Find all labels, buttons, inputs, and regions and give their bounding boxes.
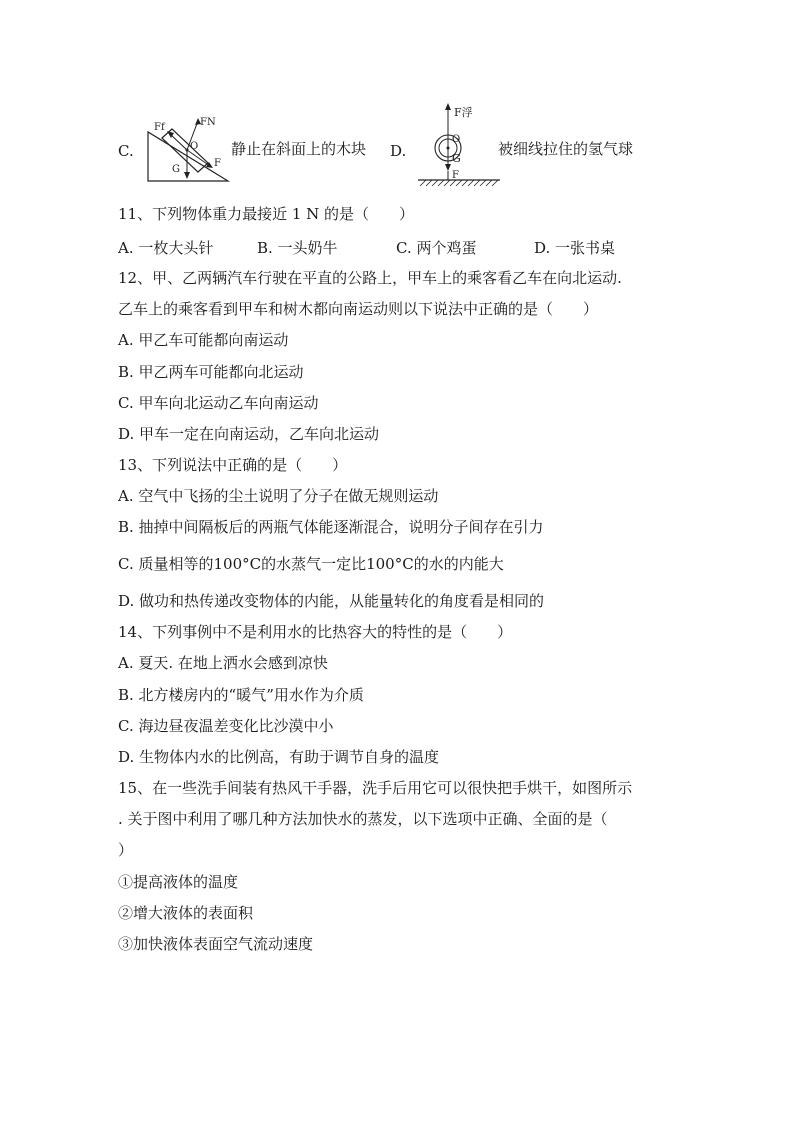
g-arrowhead bbox=[184, 172, 190, 179]
option-c-caption: 静止在斜面上的木块 bbox=[231, 140, 367, 158]
q13-option-a: A. 空气中飞扬的尘土说明了分子在做无规则运动 bbox=[118, 487, 439, 505]
ff-label: Ff bbox=[154, 122, 165, 133]
q12-stem-line2: 乙车上的乘客看到甲车和树木都向南运动则以下说法中正确的是（ ） bbox=[118, 300, 599, 318]
q14-option-d: D. 生物体内水的比例高，有助于调节自身的温度 bbox=[118, 748, 440, 766]
q15-stem-line2: . 关于图中利用了哪几种方法加快水的蒸发，以下选项中正确、全面的是（ bbox=[118, 810, 608, 828]
f-label: F bbox=[452, 170, 459, 181]
q13-stem: 13、下列说法中正确的是（ ） bbox=[118, 456, 348, 474]
q13-option-c: C. 质量相等的100°C的水蒸气一定比100°C的水的内能大 bbox=[118, 555, 504, 573]
q12-stem-line1: 12、甲、乙两辆汽车行驶在平直的公路上，甲车上的乘客看乙车在向北运动. bbox=[118, 269, 622, 287]
q13-option-d: D. 做功和热传递改变物体的内能，从能量转化的角度看是相同的 bbox=[118, 592, 545, 610]
q11-stem: 11、下列物体重力最接近 1 N 的是（ ） bbox=[118, 205, 415, 223]
q15-stem-line3: ） bbox=[118, 841, 134, 859]
buoyancy-label: F浮 bbox=[454, 106, 473, 119]
q14-option-a: A. 夏天. 在地上洒水会感到凉快 bbox=[118, 654, 328, 672]
q14-option-b: B. 北方楼房内的“暖气”用水作为介质 bbox=[118, 686, 364, 704]
option-c-letter: C. bbox=[118, 142, 134, 160]
q11-option-c: C. 两个鸡蛋 bbox=[396, 239, 477, 257]
q14-option-c: C. 海边昼夜温差变化比沙漠中小 bbox=[118, 717, 334, 735]
balloon-diagram bbox=[410, 100, 510, 188]
fn-label: FN bbox=[200, 117, 216, 128]
q11-options bbox=[118, 238, 718, 258]
g-label: G bbox=[452, 152, 461, 165]
q12-option-a: A. 甲乙车可能都向南运动 bbox=[118, 331, 289, 349]
q15-item-2: ②增大液体的表面积 bbox=[118, 904, 254, 922]
q14-stem: 14、下列事例中不是利用水的比热容大的特性的是（ ） bbox=[118, 623, 513, 641]
option-d-caption: 被细线拉住的氢气球 bbox=[498, 140, 634, 158]
g-label: G bbox=[172, 164, 180, 175]
q12-option-d: D. 甲车一定在向南运动，乙车向北运动 bbox=[118, 425, 380, 443]
q12-option-b: B. 甲乙两车可能都向北运动 bbox=[118, 363, 304, 381]
q11-option-a: A. 一枚大头针 bbox=[118, 239, 214, 257]
g-arrowhead bbox=[445, 164, 451, 171]
f-label: F bbox=[214, 158, 221, 169]
option-d-letter: D. bbox=[390, 142, 407, 160]
o-label: O bbox=[190, 141, 199, 152]
q11-option-d: D. 一张书桌 bbox=[534, 239, 616, 257]
incline-block-diagram bbox=[140, 108, 236, 186]
q15-item-1: ①提高液体的温度 bbox=[118, 873, 239, 891]
q15-stem-line1: 15、在一些洗手间装有热风干手器，洗手后用它可以很快把手烘干，如图所示 bbox=[118, 779, 633, 797]
o-label: O bbox=[452, 134, 461, 145]
q11-option-b: B. 一头奶牛 bbox=[257, 239, 338, 257]
q15-item-3: ③加快液体表面空气流动速度 bbox=[118, 935, 314, 953]
q13-option-b: B. 抽掉中间隔板后的两瓶气体能逐渐混合，说明分子间存在引力 bbox=[118, 518, 544, 536]
q12-option-c: C. 甲车向北运动乙车向南运动 bbox=[118, 394, 319, 412]
buoyancy-arrowhead bbox=[445, 103, 451, 110]
block bbox=[162, 129, 208, 172]
